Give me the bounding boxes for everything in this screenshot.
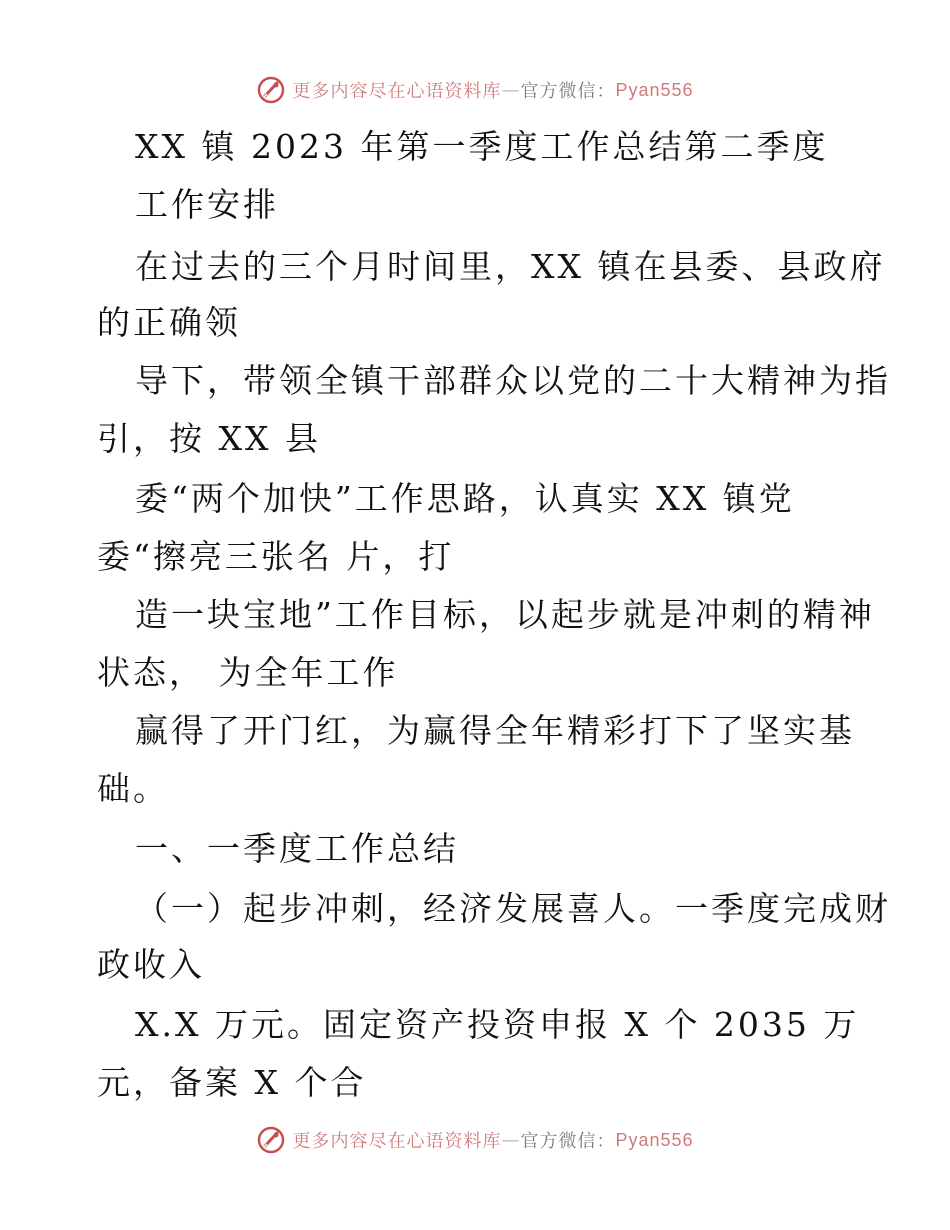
watermark-account-id: Pyan556 — [615, 1129, 694, 1150]
watermark-official-label: 官方微信： — [520, 81, 616, 102]
watermark-separator: — — [501, 1129, 521, 1151]
paragraph-line: 础。 — [97, 769, 169, 808]
watermark-main-text: 更多内容尽在心语资料库 — [292, 1131, 502, 1152]
watermark-account-id: Pyan556 — [615, 79, 694, 100]
paragraph-line: 委“擦亮三张名 片，打 — [97, 537, 455, 576]
paragraph-line: 赢得了开门红，为赢得全年精彩打下了坚实基 — [135, 711, 855, 750]
paragraph-line: 元，备案 X 个合 — [97, 1063, 367, 1102]
paragraph-line: 造一块宝地”工作目标，以起步就是冲刺的精神 — [135, 595, 875, 634]
paragraph-line: 状态， 为全年工作 — [97, 653, 399, 692]
watermark-separator: — — [501, 79, 521, 101]
watermark-official-label: 官方微信： — [520, 1131, 616, 1152]
paragraph-line: 委“两个加快”工作思路，认真实 XX 镇党 — [135, 479, 795, 518]
paragraph-line: 在过去的三个月时间里，XX 镇在县委、县政府 — [135, 247, 886, 286]
watermark-main-text: 更多内容尽在心语资料库 — [292, 81, 502, 102]
paragraph-line: X.X 万元。固定资产投资申报 X 个 2035 万 — [135, 1005, 860, 1044]
title-line-2: 工作安排 — [135, 185, 279, 224]
section-heading: 一、一季度工作总结 — [135, 829, 459, 868]
paragraph-line: 引，按 XX 县 — [97, 419, 321, 458]
quill-seal-icon — [256, 75, 286, 105]
watermark-header — [0, 70, 950, 110]
watermark-footer — [0, 1120, 950, 1160]
paragraph-line: 的正确领 — [97, 303, 241, 342]
title-line-1: XX 镇 2023 年第一季度工作总结第二季度 — [135, 127, 829, 166]
paragraph-line: 政收入 — [97, 945, 205, 984]
quill-seal-icon — [256, 1125, 286, 1155]
subsection-heading: （一）起步冲刺，经济发展喜人。一季度完成财 — [135, 889, 891, 928]
paragraph-line: 导下，带领全镇干部群众以党的二十大精神为指 — [135, 361, 891, 400]
